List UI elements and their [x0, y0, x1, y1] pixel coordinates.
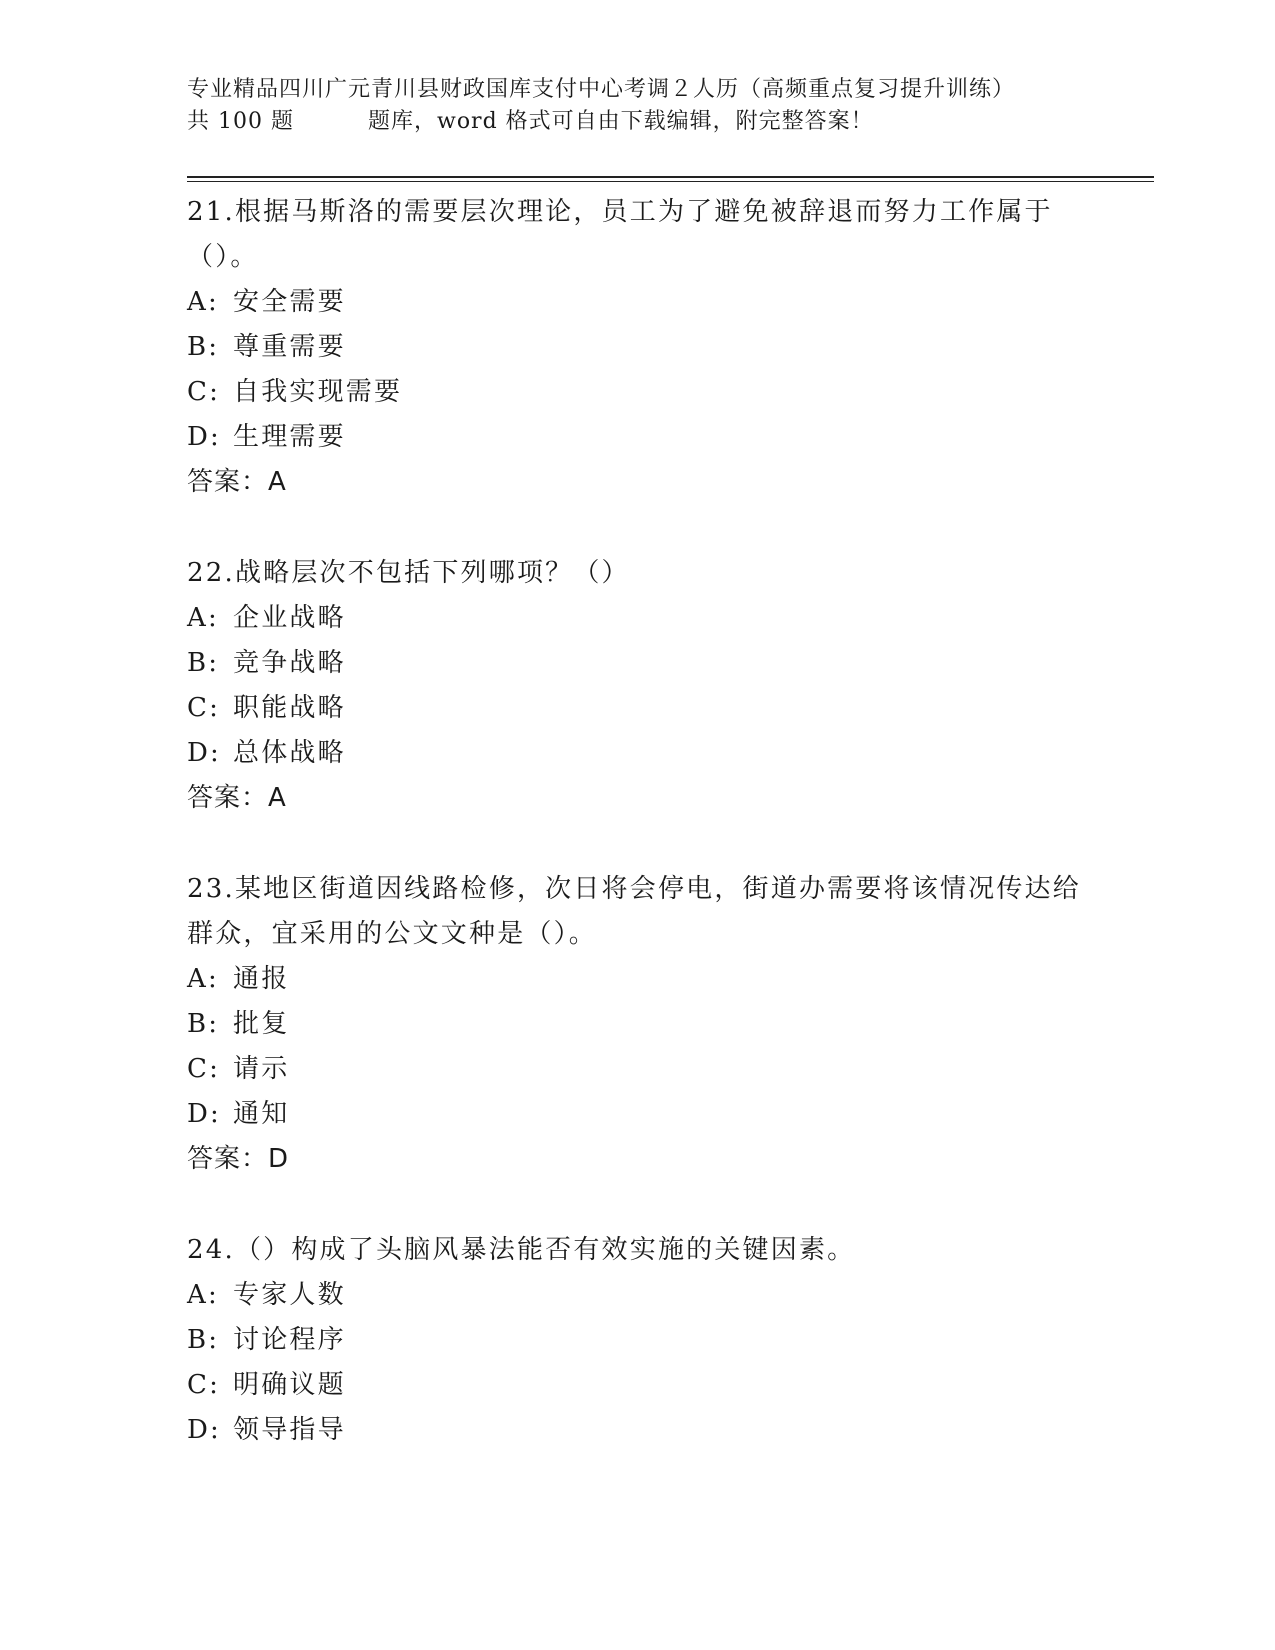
header-title: 专业精品四川广元青川县财政国库支付中心考调２人历（高频重点复习提升训练） — [187, 77, 1016, 102]
question-text: 24.（）构成了头脑风暴法能否有效实施的关键因素。 — [187, 1235, 856, 1265]
option-a — [187, 957, 1087, 1002]
answer-label: 答案：D — [187, 1144, 290, 1174]
option-key: D: — [187, 1099, 222, 1129]
option-d — [187, 1092, 1087, 1137]
answer-label: 答案：A — [187, 467, 287, 497]
option-text: 讨论程序 — [233, 1325, 346, 1355]
option-text: 请示 — [233, 1054, 290, 1084]
option-b — [187, 1002, 1087, 1047]
option-key: A: — [187, 287, 219, 317]
option-text: 专家人数 — [233, 1280, 346, 1310]
option-text: 明确议题 — [233, 1370, 346, 1400]
option-key: B: — [187, 1009, 220, 1039]
option-c — [187, 1047, 1087, 1092]
document-header — [187, 74, 1087, 138]
option-a — [187, 1273, 1087, 1318]
option-text: 批复 — [233, 1009, 290, 1039]
question-22 — [187, 551, 1087, 821]
header-count: 共 100 题 — [187, 109, 294, 134]
header-divider-top — [187, 176, 1154, 178]
option-text: 领导指导 — [233, 1415, 346, 1445]
option-c — [187, 1363, 1087, 1408]
option-d — [187, 1408, 1087, 1453]
option-text: 总体战略 — [233, 738, 346, 768]
option-c — [187, 686, 1087, 731]
header-subtitle — [187, 106, 1087, 138]
question-23 — [187, 867, 1087, 1182]
option-a — [187, 596, 1087, 641]
option-b — [187, 325, 1087, 370]
option-b — [187, 641, 1087, 686]
option-c — [187, 370, 1087, 415]
header-description: 题库，word 格式可自由下载编辑，附完整答案！ — [367, 109, 874, 134]
question-text: 23.某地区街道因线路检修，次日将会停电，街道办需要将该情况传达给群众，宜采用的公文文种是（）。 — [187, 874, 1081, 949]
option-text: 通知 — [233, 1099, 290, 1129]
option-text: 尊重需要 — [233, 332, 346, 362]
option-text: 企业战略 — [233, 603, 346, 633]
option-key: D: — [187, 1415, 222, 1445]
option-key: B: — [187, 648, 220, 678]
option-text: 通报 — [233, 964, 290, 994]
option-text: 生理需要 — [233, 422, 346, 452]
option-text: 职能战略 — [233, 693, 346, 723]
option-key: C: — [187, 693, 221, 723]
option-key: C: — [187, 1054, 221, 1084]
option-key: D: — [187, 422, 222, 452]
option-text: 安全需要 — [233, 287, 346, 317]
option-key: D: — [187, 738, 222, 768]
option-key: A: — [187, 964, 219, 994]
option-key: A: — [187, 603, 219, 633]
option-a — [187, 280, 1087, 325]
option-key: B: — [187, 332, 220, 362]
question-21 — [187, 190, 1087, 505]
option-d — [187, 415, 1087, 460]
option-key: C: — [187, 377, 221, 407]
option-key: A: — [187, 1280, 219, 1310]
question-text: 21.根据马斯洛的需要层次理论，员工为了避免被辞退而努力工作属于（）。 — [187, 197, 1053, 272]
option-b — [187, 1318, 1087, 1363]
question-list — [187, 190, 1087, 1499]
option-text: 自我实现需要 — [233, 377, 403, 407]
option-d — [187, 731, 1087, 776]
header-divider-bottom — [187, 181, 1154, 182]
option-text: 竞争战略 — [233, 648, 346, 678]
option-key: C: — [187, 1370, 221, 1400]
option-key: B: — [187, 1325, 220, 1355]
answer-label: 答案：A — [187, 783, 287, 813]
question-24 — [187, 1228, 1087, 1453]
question-text: 22.战略层次不包括下列哪项？（） — [187, 558, 630, 588]
